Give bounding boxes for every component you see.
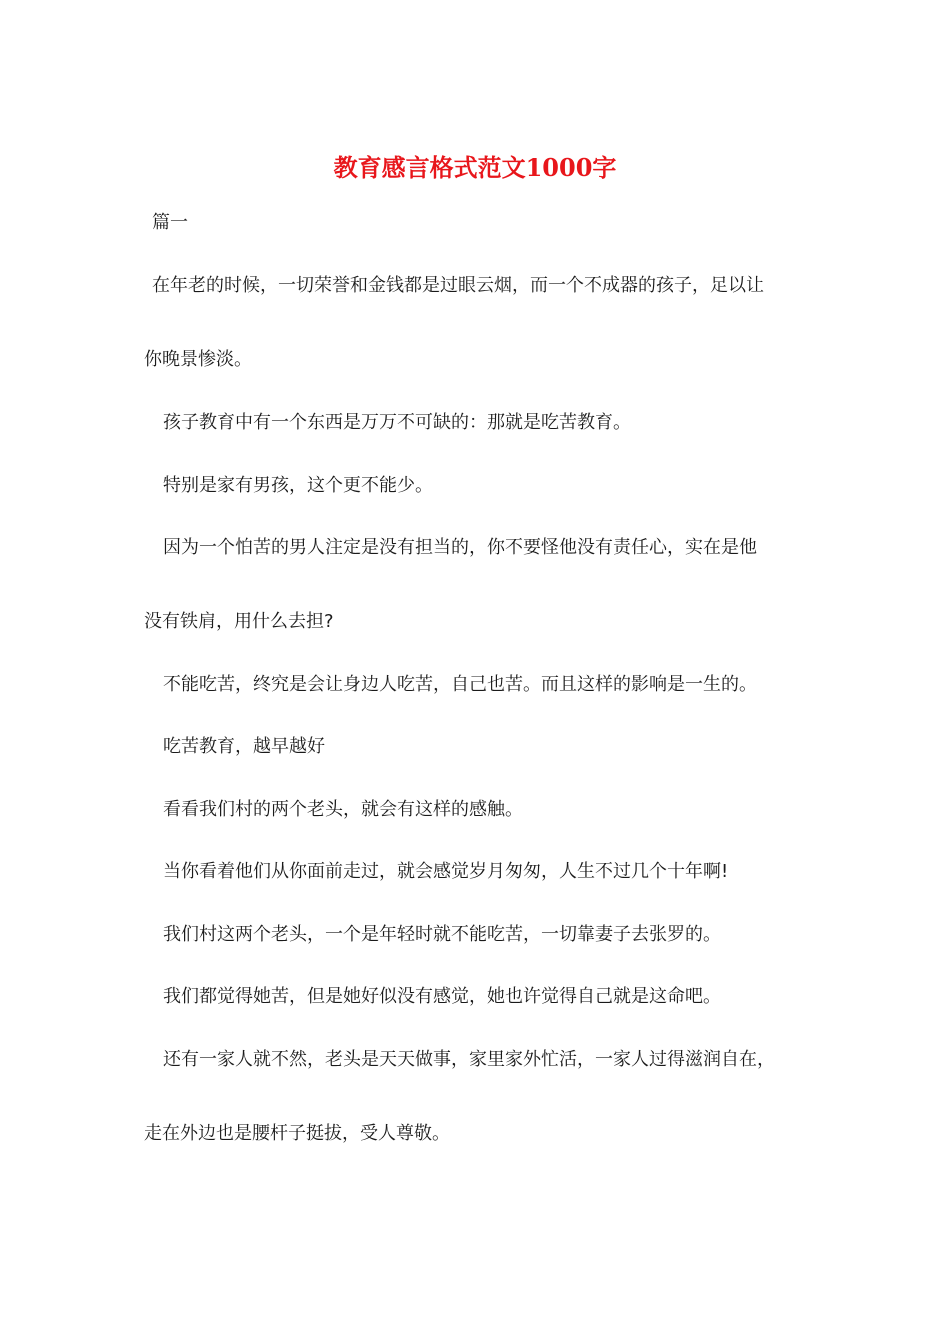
paragraph-line: 你晚景惨淡。 bbox=[144, 349, 252, 370]
paragraph-line: 还有一家人就不然，老头是天天做事，家里家外忙活，一家人过得滋润自在， bbox=[163, 1049, 775, 1070]
paragraph-line: 走在外边也是腰杆子挺拔，受人尊敬。 bbox=[144, 1123, 450, 1144]
document-title: 教育感言格式范文1000字 bbox=[333, 153, 617, 182]
paragraph-line: 当你看着他们从你面前走过，就会感觉岁月匆匆，人生不过几个十年啊! bbox=[163, 861, 729, 882]
paragraph-line: 特别是家有男孩，这个更不能少。 bbox=[163, 475, 433, 496]
paragraph-line: 我们都觉得她苦，但是她好似没有感觉，她也许觉得自己就是这命吧。 bbox=[163, 986, 721, 1007]
paragraph-line: 因为一个怕苦的男人注定是没有担当的，你不要怪他没有责任心，实在是他 bbox=[163, 537, 757, 558]
paragraph-line: 没有铁肩，用什么去担? bbox=[144, 611, 334, 632]
paragraph-line: 看看我们村的两个老头，就会有这样的感触。 bbox=[163, 799, 523, 820]
paragraph-line: 不能吃苦，终究是会让身边人吃苦，自己也苦。而且这样的影响是一生的。 bbox=[163, 674, 757, 695]
paragraph-line: 我们村这两个老头，一个是年轻时就不能吃苦，一切靠妻子去张罗的。 bbox=[163, 924, 721, 945]
paragraph-line: 孩子教育中有一个东西是万万不可缺的：那就是吃苦教育。 bbox=[163, 412, 631, 433]
paragraph-line: 在年老的时候，一切荣誉和金钱都是过眼云烟，而一个不成器的孩子，足以让 bbox=[152, 275, 764, 296]
paragraph-line: 吃苦教育，越早越好 bbox=[163, 736, 325, 757]
section-heading: 篇一 bbox=[152, 212, 188, 233]
